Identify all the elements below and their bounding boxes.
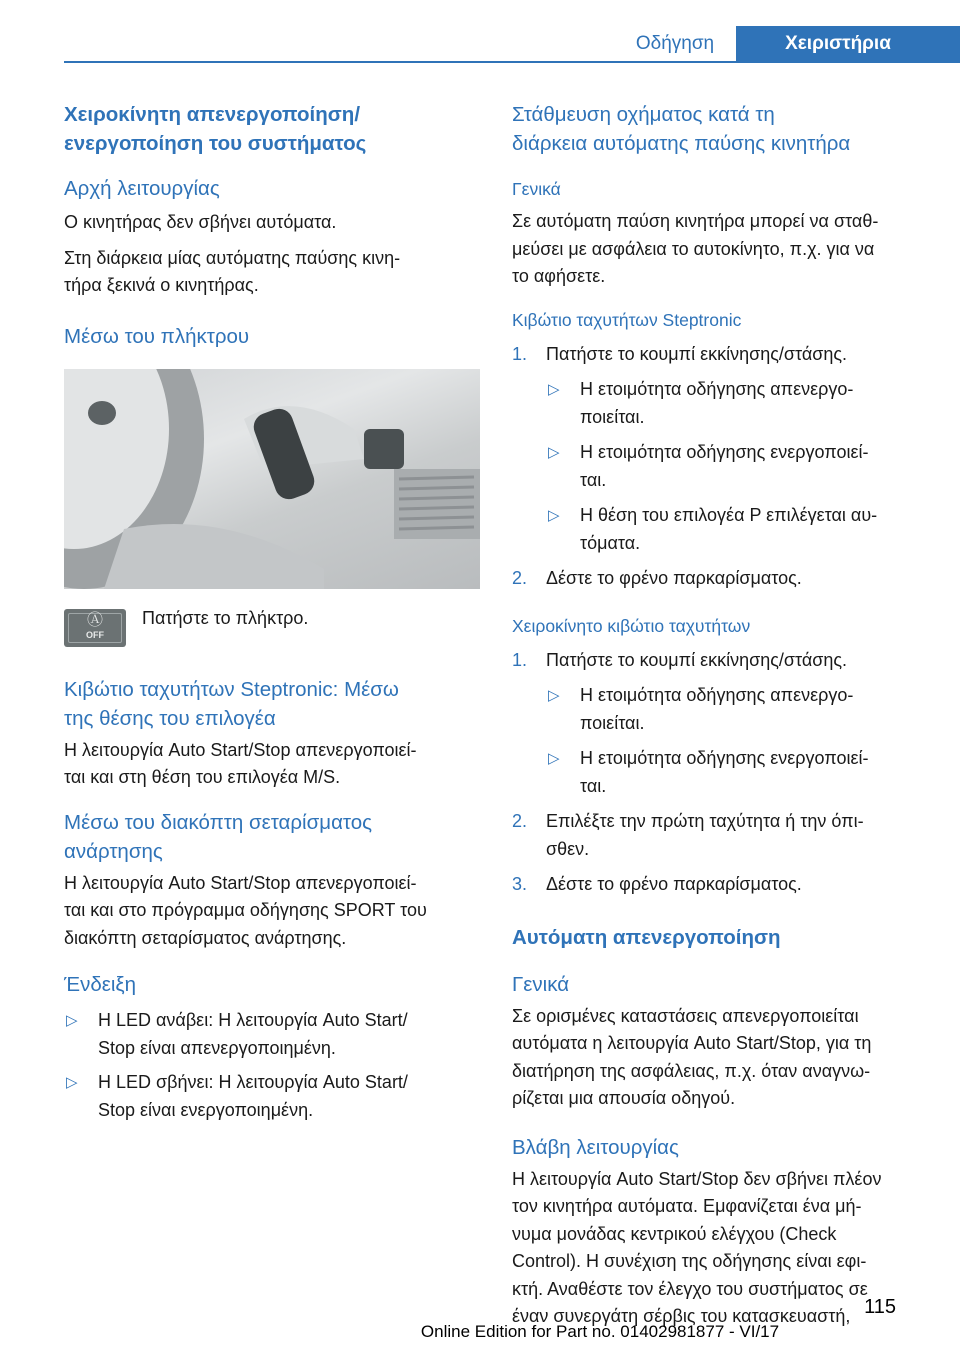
list-item: 2. Δέστε το φρένο παρκαρίσματος. — [512, 568, 802, 588]
heading-suspension-switch: Μέσω του διακόπτη σεταρίσματος ανάρτησης — [64, 810, 373, 863]
paragraph: Σε αυτόματη παύση κινητήρα μπορεί να σταθ‐ μεύσει με ασφάλεια το αυτοκίνητο, π.χ. για να το αφήσετε. — [512, 211, 879, 286]
heading-steptronic: Κιβώτιο ταχυτήτων Steptronic — [512, 309, 742, 330]
paragraph: Η λειτουργία Auto Start/Stop δεν σβήνει πλέον τον κινητήρα αυτόματα. Εμφανίζεται ένα μή‐ νυμα μονάδας κεντρικού ελέγχου (Check Control). Η συνέχιση της οδήγησης είναι εφι‐ κτή. Αναθέστε τον έλεγχο του συστήματος σε έναν συνεργάτη σέρβις του κατασκευαστή, — [512, 1168, 882, 1326]
list-item: ▷ Η ετοιμότητα οδήγησης απενεργο‐ ποιείται. — [548, 685, 854, 733]
paragraph: Η λειτουργία Auto Start/Stop απενεργοποιεί‐ ται και στο πρόγραμμα οδήγησης SPORT του διακόπτη σεταρίσματος ανάρτησης. — [64, 872, 427, 948]
list-item: ▷ Η ετοιμότητα οδήγησης απενεργο‐ ποιείται. — [548, 379, 854, 427]
heading-fault: Βλάβη λειτουργίας — [512, 1135, 679, 1159]
heading-indicator: Ένδειξη — [64, 973, 137, 996]
heading-button: Μέσω του πλήκτρου — [64, 324, 250, 348]
auto-start-stop-off-icon: Ⓐ OFF — [64, 609, 126, 647]
paragraph: Η λειτουργία Auto Start/Stop απενεργοποιεί‐ ται και στη θέση του επιλογέα M/S. — [64, 739, 417, 787]
heading-general: Γενικά — [512, 972, 570, 996]
list-item: 1. Πατήστε το κουμπί εκκίνησης/στάσης. — [512, 649, 848, 670]
tab-driving[interactable]: Οδήγηση — [635, 33, 715, 54]
icon-caption: Πατήστε το πλήκτρο. — [142, 607, 309, 628]
heading-steptronic: Κιβώτιο ταχυτήτων Steptronic: Μέσω της θέσης του επιλογέα — [64, 677, 399, 730]
right-column — [512, 100, 932, 1331]
heading-auto-deactivation: Αυτόματη απενεργοποίηση — [512, 925, 781, 949]
paragraph: Στη διάρκεια μίας αυτόματης παύσης κινη‐ τήρα ξεκινά ο κινητήρας. — [64, 247, 401, 295]
list-item: 2. Επιλέξτε την πρώτη ταχύτητα ή την όπι‐ σθεν. — [512, 811, 864, 859]
list-item: ▷ Η ετοιμότητα οδήγησης ενεργοποιεί‐ ται. — [548, 748, 869, 796]
paragraph: Σε ορισμένες καταστάσεις απενεργοποιείται αυτόματα η λειτουργία Auto Start/Stop, για τη διατήρηση της ασφάλειας, π.χ. όταν αναγνω‐ ρίζεται μια απουσία οδηγού. — [512, 1005, 872, 1108]
section-title: Στάθμευση οχήματος κατά τη διάρκεια αυτόματης παύσης κινητήρα — [512, 103, 851, 155]
left-column — [64, 100, 482, 1124]
heading-manual: Χειροκίνητο κιβώτιο ταχυτήτων — [512, 615, 751, 636]
list-item: ▷ Η ετοιμότητα οδήγησης ενεργοποιεί‐ ται. — [548, 442, 869, 490]
dashboard-photo — [64, 369, 480, 589]
list-item: ▷ Η LED σβήνει: Η λειτουργία Auto Start/ Stop είναι ενεργοποιημένη. — [66, 1072, 408, 1120]
steering-wheel-illustration — [64, 369, 480, 589]
page-number: 115 — [864, 1296, 896, 1318]
page-header — [0, 0, 960, 62]
list-item: ▷ Η θέση του επιλογέα P επιλέγεται αυ‐ τόματα. — [548, 505, 878, 553]
paragraph: Ο κινητήρας δεν σβήνει αυτόματα. — [64, 212, 337, 232]
tab-controls[interactable]: Χειριστήρια — [736, 26, 960, 63]
list-item: 1. Πατήστε το κουμπί εκκίνησης/στάσης. — [512, 343, 848, 364]
list-item: 3. Δέστε το φρένο παρκαρίσματος. — [512, 874, 802, 894]
heading-principle: Αρχή λειτουργίας — [64, 177, 220, 200]
icon-caption-row — [64, 609, 482, 649]
header-rule — [64, 61, 960, 63]
heading-general: Γενικά — [512, 179, 561, 199]
list-item: ▷ Η LED ανάβει: Η λειτουργία Auto Start/ Stop είναι απενεργοποιημένη. — [66, 1010, 408, 1058]
section-title: Χειροκίνητη απενεργοποίηση/ ενεργοποίηση του συστήματος — [64, 103, 367, 155]
footer-edition: Online Edition for Part no. 01402981877 - VI/17 — [420, 1322, 780, 1341]
